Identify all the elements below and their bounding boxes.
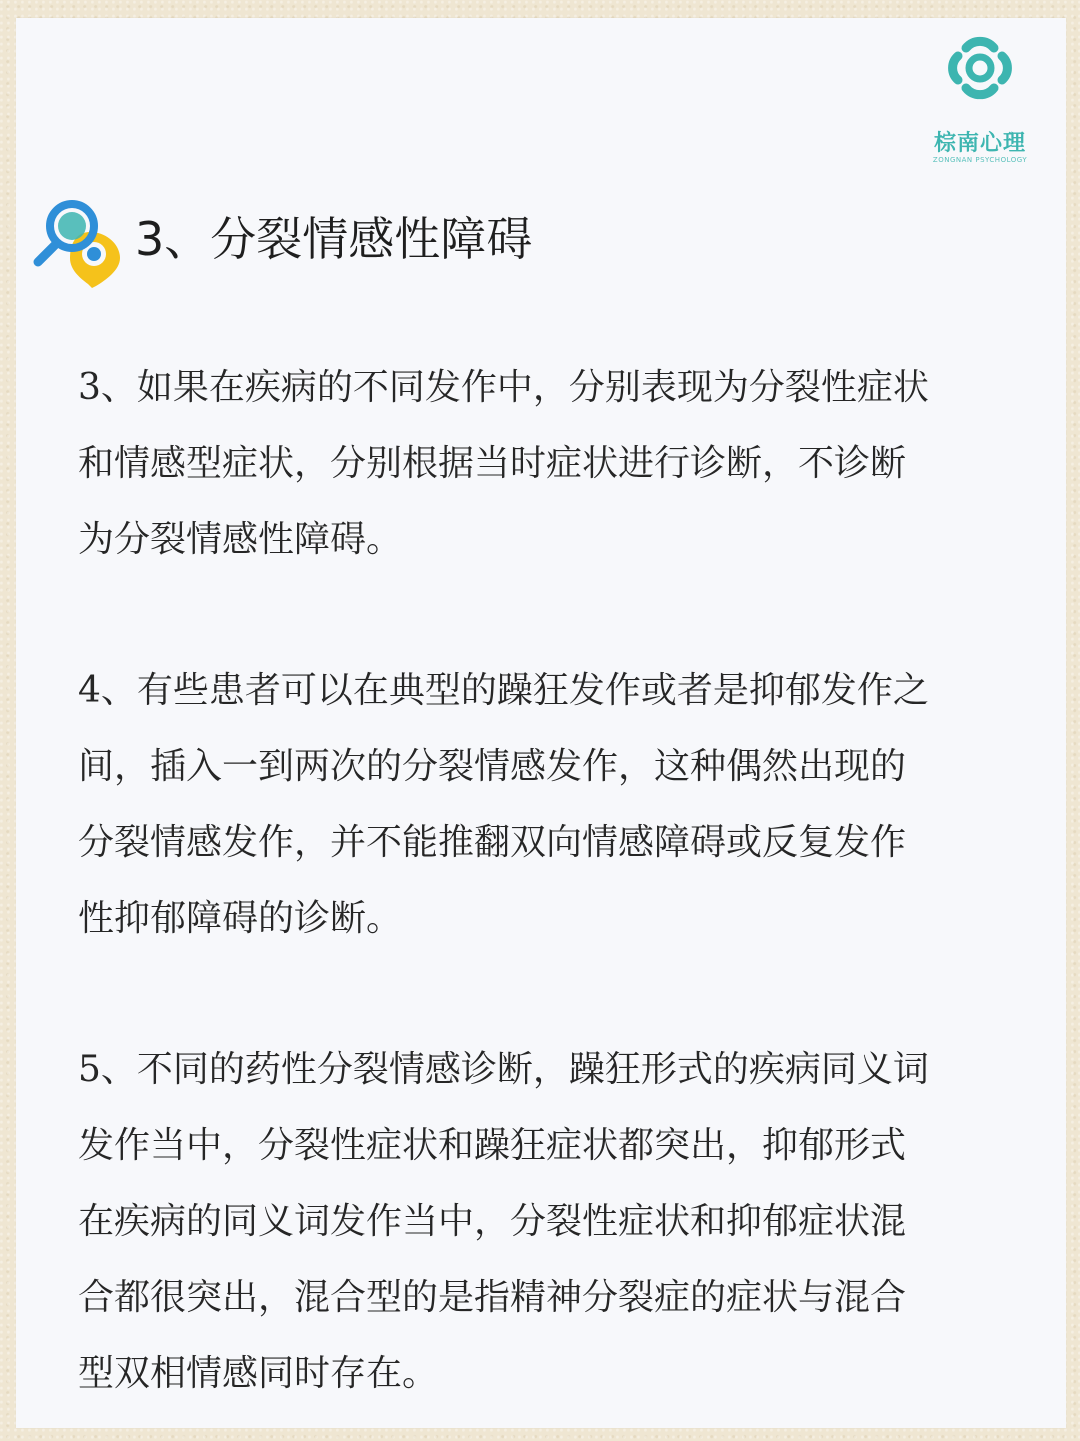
paragraph-line: 5、不同的药性分裂情感诊断，躁狂形式的疾病同义词 bbox=[78, 1049, 929, 1090]
paragraph-3 bbox=[78, 350, 978, 578]
paragraph-4 bbox=[78, 653, 978, 957]
paragraph-line: 发作当中，分裂性症状和躁狂症状都突出，抑郁形式 bbox=[78, 1125, 907, 1166]
paragraph-line: 和情感型症状，分别根据当时症状进行诊断，不诊断 bbox=[78, 443, 907, 484]
section-title: 3、分裂情感性障碍 bbox=[135, 212, 533, 266]
brand-name: 棕南心理 bbox=[933, 131, 1026, 156]
brand-name-en: ZONGNAN PSYCHOLOGY bbox=[932, 156, 1028, 164]
paragraph-line: 性抑郁障碍的诊断。 bbox=[78, 898, 403, 939]
paragraph-line: 合都很突出，混合型的是指精神分裂症的症状与混合 bbox=[78, 1277, 907, 1318]
search-location-icon bbox=[30, 196, 122, 288]
brand-logo-icon bbox=[938, 26, 1022, 110]
paragraph-5 bbox=[78, 1032, 978, 1412]
brand-logo bbox=[918, 26, 1042, 176]
paragraph-line: 为分裂情感性障碍。 bbox=[78, 519, 403, 560]
section-heading bbox=[30, 196, 730, 286]
paragraph-line: 型双相情感同时存在。 bbox=[78, 1353, 439, 1394]
paragraph-line: 分裂情感发作，并不能推翻双向情感障碍或反复发作 bbox=[78, 822, 907, 863]
paragraph-line: 在疾病的同义词发作当中，分裂性症状和抑郁症状混 bbox=[78, 1201, 907, 1242]
paragraph-line: 3、如果在疾病的不同发作中，分别表现为分裂性症状 bbox=[78, 367, 929, 408]
paragraph-line: 4、有些患者可以在典型的躁狂发作或者是抑郁发作之 bbox=[78, 670, 929, 711]
paragraph-line: 间，插入一到两次的分裂情感发作，这种偶然出现的 bbox=[78, 746, 907, 787]
